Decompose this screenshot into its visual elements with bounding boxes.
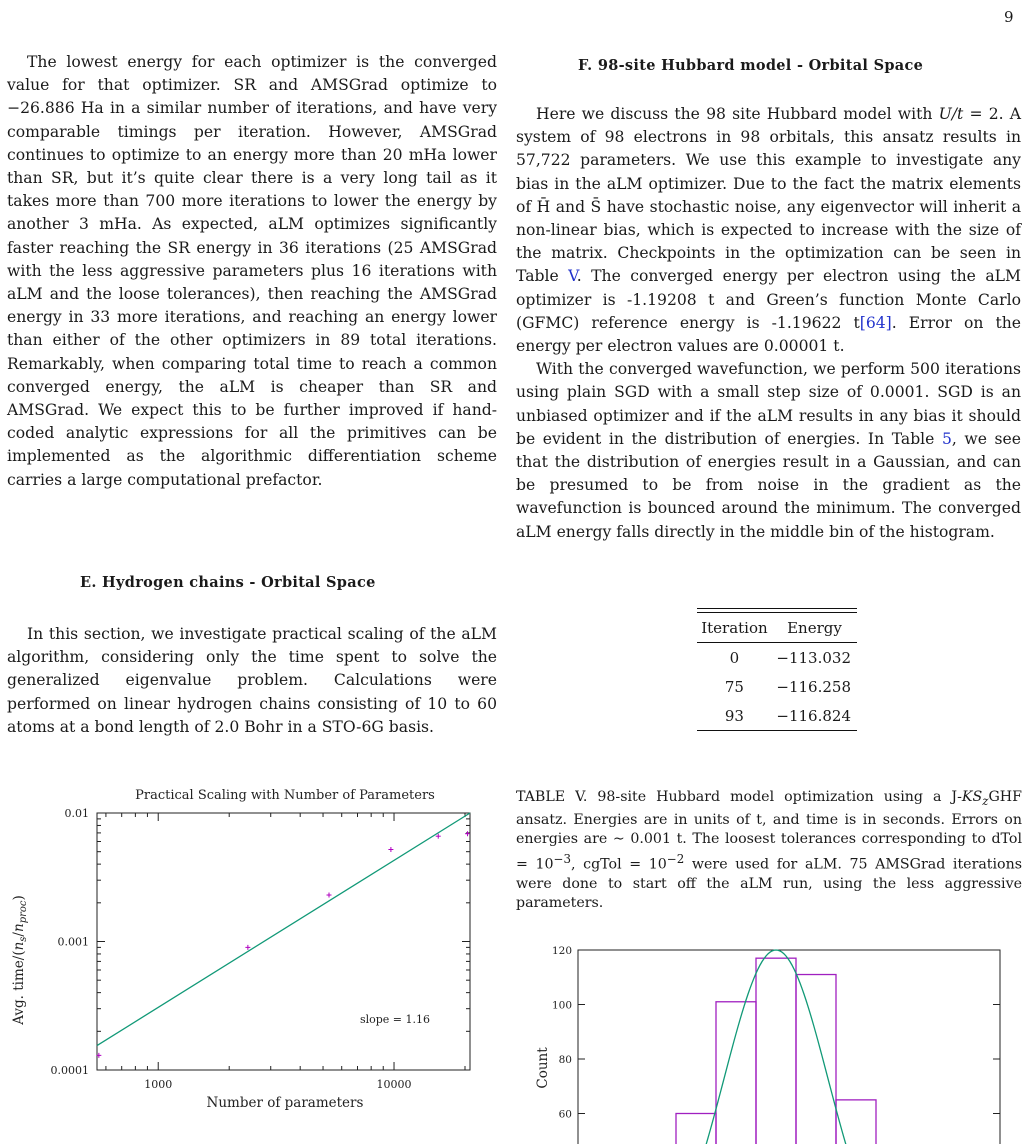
data-point <box>245 945 250 950</box>
y-tick-label: 0.0001 <box>50 1064 89 1077</box>
table-ref-link[interactable]: V <box>568 267 577 286</box>
section-e-heading: E. Hydrogen chains - Orbital Space <box>80 574 376 591</box>
x-tick-label: 1000 <box>144 1078 173 1091</box>
right-column-text <box>516 103 1021 544</box>
data-point <box>388 847 393 852</box>
left-column-text <box>7 51 497 492</box>
histogram-chart <box>530 940 1020 1144</box>
paragraph: With the converged wavefunction, we perform 500 iterations using plain SGD with a small step size of 0.0001. SGD is an unbiased optimizer and if the aLM results in any bias it should be evident in the distribution of energies. In Table 5, we see that the distribution of energies result in a Gaussian, and can be presumed to be from noise in the gradient as the wavefunction is bounced around the minimum. The converged aLM energy falls directly in the middle bin of the histogram. <box>516 360 1022 541</box>
paragraph: In this section, we investigate practical scaling of the aLM algorithm, considering only the time spent to solve the generalized eigenvalue problem. Calculations were performed on linear hydrogen chains consisting of 10 to 60 atoms at a bond length of 2.0 Bohr in a STO-6G basis. <box>7 625 497 736</box>
left-column-text-2 <box>7 623 497 739</box>
y-tick-label: 0.001 <box>57 935 89 949</box>
data-point <box>465 831 470 836</box>
y-tick-label: 120 <box>551 945 572 957</box>
table-header-iteration: Iteration <box>701 619 768 637</box>
slope-annotation: slope = 1.16 <box>359 1013 430 1026</box>
table-row: 0 −113.032 <box>729 649 851 667</box>
chart-title: Practical Scaling with Number of Parameters <box>135 788 435 803</box>
plot-frame <box>578 950 1000 1144</box>
gaussian-curve <box>660 950 890 1144</box>
page-number: 9 <box>1004 8 1014 26</box>
y-tick-label: 60 <box>558 1108 572 1121</box>
table-row: 93 −116.824 <box>697 701 857 731</box>
histogram-bar <box>716 1002 756 1144</box>
x-tick-label: 10000 <box>376 1078 412 1091</box>
histogram-bar <box>796 975 836 1144</box>
paragraph: The lowest energy for each optimizer is the converged value for that optimizer. SR and AMSGrad optimize to −26.886 Ha in a similar number of iterations, and have very comparable timings per iteration. However, AMSGrad continues to optimize to an energy more than 20 mHa lower than SR, but it’s quite clear there is a very long tail as it takes more than 700 more iterations to lower the energy by another 3 mHa. As expected, aLM optimizes significantly faster reaching the SR energy in 36 iterations (25 AMSGrad with the less aggressive parameters plus 16 iterations with aLM and the loose tolerances), then reaching the AMSGrad energy in 33 more iterations, and reaching an energy lower than either of the other optimizers in 89 total iterations. Remarkably, when comparing total time to reach a common converged energy, the aLM is cheaper than SR and AMSGrad. We expect this to be further improved if hand-coded analytic expressions for all the primitives can be implemented as the algorithmic differentiation scheme carries a large computational prefactor. <box>7 53 497 489</box>
y-tick-label: 0.01 <box>64 807 89 820</box>
table-rule <box>697 608 857 609</box>
plot-frame <box>97 813 470 1070</box>
table-ref-link[interactable]: 5 <box>941 429 952 448</box>
y-tick-label: 100 <box>551 999 572 1012</box>
fit-line <box>97 813 470 1046</box>
histogram-bar <box>836 1100 876 1144</box>
y-axis-label: Avg. time/$(n_s/n_{proc})$ <box>11 895 29 1025</box>
y-tick-label: 80 <box>558 1054 572 1066</box>
x-axis-label: Number of parameters <box>206 1095 364 1111</box>
table-header-energy: Energy <box>787 619 842 637</box>
y-axis-label: Count <box>535 1047 551 1089</box>
paragraph: Here we discuss the 98 site Hubbard model with U/t = 2. A system of 98 electrons in 98 orbitals, this ansatz results in 57,722 parameters. We use this example to investigate any bias in the aLM optimizer. Due to the fact the matrix elements of H̄ and S̄ have stochastic noise, any eigenvector will inherit a non-linear bias, which is expected to increase with the size of the matrix. Checkpoints in the optimization can be seen in Table V. The converged energy per electron using the aLM optimizer is -1.19208 t and Green’s function Monte Carlo (GFMC) reference energy is -1.19622 t[64]. Error on the energy per electron values are 0.00001 t. <box>516 105 1022 356</box>
citation-link[interactable]: [64] <box>859 313 892 332</box>
table-caption: TABLE V. 98-site Hubbard model optimization using a $J-KS_zGHF$ ansatz. Energies are in units of t, and time is in seconds. Errors on energies are ∼ 0.001 t. The loosest tolerances corresponding to dTol = $10^{-3}$, cgTol = $10^{-2}$ were used for aLM. 75 AMSGrad iterations were done to start off the aLM run, using the less aggressive parameters. <box>516 789 1023 912</box>
table-row: 75 −116.258 <box>724 678 851 696</box>
section-f-heading: F. 98-site Hubbard model - Orbital Space <box>578 57 924 74</box>
scaling-chart <box>0 780 510 1120</box>
histogram-bar <box>756 958 796 1144</box>
results-table <box>697 608 857 731</box>
data-point <box>327 893 332 898</box>
